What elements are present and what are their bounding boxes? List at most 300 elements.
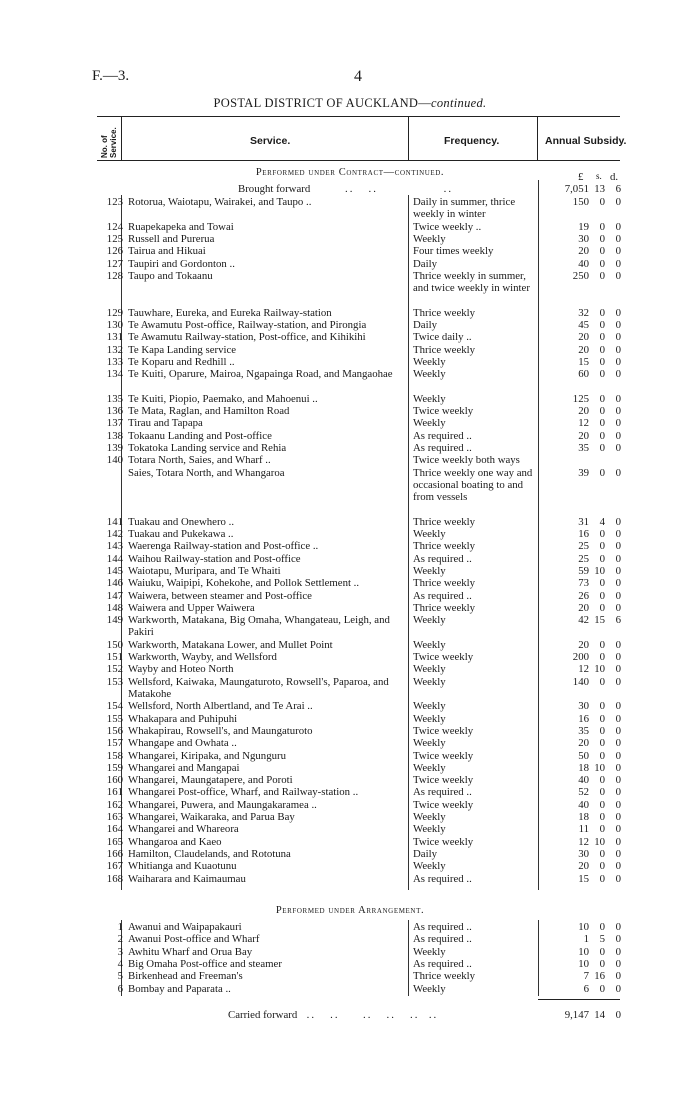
subsidy-shillings: 0 (599, 982, 605, 995)
service-number: 144 (106, 552, 123, 565)
service-number: 139 (106, 442, 123, 454)
subsidy-shillings: 0 (599, 921, 605, 933)
service-route: Warkworth, Wayby, and Wellsford (128, 651, 277, 664)
subsidy-pounds: 12 (578, 663, 589, 676)
table-row (97, 553, 622, 565)
service-number: 2 (117, 933, 123, 946)
subsidy-pence: 0 (615, 982, 621, 995)
service-route: Whitianga and Kuaotunu (128, 860, 237, 873)
subsidy-pounds: 6 (583, 982, 589, 995)
service-number: 150 (106, 638, 123, 651)
subsidy-shillings: 0 (599, 220, 605, 233)
subsidy-pounds: 35 (578, 724, 589, 737)
service-route: Wellsford, Kaiwaka, Maungaturoto, Rowsell's, Paparoa, and Matakohe (128, 675, 389, 700)
subsidy-pence: 0 (615, 343, 621, 356)
subsidy-pounds: 16 (578, 528, 589, 541)
subsidy-shillings: 0 (599, 957, 605, 970)
service-frequency: Twice weekly (413, 651, 474, 664)
service-route: Whakapara and Puhipuhi (128, 712, 238, 725)
service-route: Hamilton, Claudelands, and Rototuna (128, 847, 291, 860)
service-frequency: As required .. (413, 957, 472, 970)
subsidy-shillings: 0 (599, 355, 605, 368)
subsidy-pence: 0 (615, 232, 621, 245)
subsidy-pence: 0 (615, 872, 621, 885)
subsidy-pounds: 26 (578, 589, 589, 602)
subsidy-pence: 0 (615, 761, 621, 774)
service-frequency: Weekly (413, 982, 446, 995)
page-reference: F.—3. (92, 68, 130, 84)
service-frequency: Thrice weekly (413, 306, 476, 319)
subsidy-pence: 0 (615, 392, 621, 405)
service-number: 160 (106, 774, 123, 787)
subsidy-pounds: 150 (572, 196, 589, 208)
service-number: 131 (106, 331, 123, 344)
service-number: 166 (106, 847, 123, 860)
subsidy-pence: 0 (615, 589, 621, 602)
table-row (97, 393, 622, 405)
table-row (97, 676, 622, 701)
subsidy-shillings: 0 (599, 724, 605, 737)
subsidy-shillings: 0 (599, 860, 605, 873)
service-frequency: As required .. (413, 429, 472, 442)
service-frequency: As required .. (413, 786, 472, 799)
service-frequency: Thrice weekly (413, 601, 476, 614)
table-row (97, 873, 622, 885)
service-frequency: Weekly (413, 392, 446, 405)
subsidy-pounds: 20 (578, 429, 589, 442)
subsidy-pence: 0 (615, 552, 621, 565)
subsidy-shillings: 16 (594, 970, 605, 983)
subsidy-pence: 6 (615, 614, 621, 627)
subsidy-pounds: 60 (578, 368, 589, 381)
service-frequency: Weekly (413, 663, 446, 676)
subsidy-shillings: 0 (599, 700, 605, 713)
service-frequency: Thrice weekly one way and occasional boating to and from vessels (413, 466, 533, 504)
table-row (97, 737, 622, 749)
subsidy-shillings: 0 (599, 196, 605, 208)
subsidy-pence: 0 (615, 306, 621, 319)
subsidy-pence: 0 (615, 945, 621, 958)
subsidy-pounds: 25 (578, 540, 589, 553)
service-number: 163 (106, 811, 123, 823)
subsidy-shillings: 0 (599, 638, 605, 651)
service-route: Tirau and Tapapa (128, 417, 203, 430)
service-number: 168 (106, 872, 123, 885)
service-frequency: Twice weekly .. (413, 220, 482, 233)
subsidy-shillings: 0 (599, 466, 605, 479)
service-frequency: As required .. (413, 589, 472, 602)
subsidy-pence: 0 (615, 651, 621, 664)
service-route: Te Kapa Landing service (128, 343, 237, 356)
table-row (97, 651, 622, 663)
subsidy-pence: 0 (615, 515, 621, 528)
table-row (97, 823, 622, 835)
service-number: 157 (106, 737, 123, 750)
subsidy-shillings: 0 (599, 675, 605, 688)
service-number: 155 (106, 712, 123, 725)
subsidy-pounds: 15 (578, 355, 589, 368)
table-row (97, 405, 622, 417)
subsidy-shillings: 0 (599, 331, 605, 344)
subsidy-pence: 0 (615, 712, 621, 725)
subsidy-pence: 0 (615, 417, 621, 430)
subsidy-pounds: 59 (578, 565, 589, 577)
table-row (97, 762, 622, 774)
subsidy-pounds: 11 (578, 823, 589, 836)
subsidy-pence: 0 (615, 577, 621, 590)
table-row (97, 970, 622, 982)
table-row (97, 725, 622, 737)
subsidy-pence: 0 (615, 786, 621, 799)
subsidy-pence: 0 (615, 860, 621, 873)
subsidy-pounds: 20 (578, 601, 589, 614)
service-route: Waerenga Railway-station and Post-office .. (128, 540, 319, 553)
subsidy-shillings: 0 (599, 319, 605, 331)
column-header-service: Service. (250, 135, 291, 147)
table-row (97, 921, 622, 933)
subsidy-pence: 0 (615, 811, 621, 823)
table-row (97, 958, 622, 970)
table-row (97, 356, 622, 368)
subsidy-pounds: 20 (578, 245, 589, 258)
carried-forward-shillings: 14 (594, 1009, 605, 1021)
subsidy-pounds: 10 (578, 921, 589, 933)
subsidy-pence: 0 (615, 355, 621, 368)
service-frequency: As required .. (413, 442, 472, 454)
service-number: 6 (117, 982, 123, 995)
service-number: 159 (106, 761, 123, 774)
table-row (97, 811, 622, 823)
service-frequency: Weekly (413, 368, 446, 381)
table-row (97, 233, 622, 245)
table-row (97, 663, 622, 675)
subsidy-pence: 0 (615, 540, 621, 553)
subsidy-pounds: 250 (572, 269, 589, 282)
service-frequency: Weekly (413, 528, 446, 541)
service-number: 153 (106, 675, 123, 688)
table-row (97, 442, 622, 454)
service-number: 154 (106, 700, 123, 713)
subsidy-pounds: 73 (578, 577, 589, 590)
service-frequency: Weekly (413, 860, 446, 873)
service-number: 123 (106, 196, 123, 208)
service-frequency: Twice weekly (413, 798, 474, 811)
subsidy-pence: 0 (615, 466, 621, 479)
subsidy-shillings: 0 (599, 429, 605, 442)
subsidy-shillings: 0 (599, 232, 605, 245)
service-route: Whangarei, Waikaraka, and Parua Bay (128, 811, 295, 823)
table-row (97, 700, 622, 712)
table-row (97, 933, 622, 945)
service-route: Awanui and Waipapakauri (128, 921, 242, 933)
service-number: 127 (106, 257, 123, 270)
subsidy-pence: 0 (615, 528, 621, 541)
subsidy-pounds: 20 (578, 331, 589, 344)
subsidy-pence: 0 (615, 970, 621, 983)
subsidy-pence: 0 (615, 638, 621, 651)
table-row (97, 540, 622, 552)
table-row (97, 307, 622, 319)
header-divider (121, 116, 122, 160)
subsidy-pounds: 30 (578, 847, 589, 860)
service-number: 133 (106, 355, 123, 368)
service-route: Saies, Totara North, and Whangaroa (128, 466, 285, 479)
subsidy-shillings: 0 (599, 368, 605, 381)
service-frequency: Weekly (413, 811, 446, 823)
subsidy-pounds: 140 (572, 675, 589, 688)
brought-forward-pence: 6 (615, 183, 621, 195)
service-route: Tokatoka Landing service and Rehia (128, 442, 287, 454)
service-frequency: Twice weekly (413, 749, 474, 762)
service-route: Warkworth, Matakana Lower, and Mullet Point (128, 638, 333, 651)
service-frequency: Thrice weekly in summer, and twice weekly in winter (413, 269, 530, 295)
service-frequency: Twice daily .. (413, 331, 472, 344)
subsidy-shillings: 0 (599, 823, 605, 836)
service-number: 5 (117, 970, 123, 983)
subsidy-pence: 0 (615, 933, 621, 946)
page-title (0, 96, 700, 111)
table-row (97, 836, 622, 848)
service-number: 142 (106, 528, 123, 541)
subsidy-shillings: 0 (599, 774, 605, 787)
table-row (97, 983, 622, 995)
service-number: 140 (106, 454, 123, 467)
subsidy-pence: 0 (615, 331, 621, 344)
service-number: 125 (106, 232, 123, 245)
service-frequency: Weekly (413, 417, 446, 430)
subsidy-pounds: 12 (578, 835, 589, 848)
subsidy-shillings: 0 (599, 945, 605, 958)
table-row (97, 848, 622, 860)
subsidy-pounds: 35 (578, 442, 589, 454)
subsidy-shillings: 10 (594, 835, 605, 848)
service-number: 137 (106, 417, 123, 430)
subsidy-pence: 0 (615, 245, 621, 258)
table-row (97, 528, 622, 540)
subsidy-shillings: 0 (599, 798, 605, 811)
service-route: Bombay and Paparata .. (128, 982, 231, 995)
subsidy-shillings: 0 (599, 651, 605, 664)
header-divider (408, 116, 409, 160)
subsidy-pence: 0 (615, 823, 621, 836)
subsidy-pence: 0 (615, 663, 621, 676)
subsidy-shillings: 0 (599, 589, 605, 602)
service-number: 128 (106, 269, 123, 282)
service-number: 1 (117, 921, 123, 933)
subsidy-shillings: 0 (599, 786, 605, 799)
header-top-rule (97, 116, 620, 117)
service-number: 146 (106, 577, 123, 590)
service-number: 158 (106, 749, 123, 762)
brought-forward-pounds: 7,051 (564, 183, 589, 195)
subsidy-shillings: 4 (599, 515, 605, 528)
pound-head: £ (578, 171, 584, 183)
subsidy-shillings: 15 (594, 614, 605, 627)
subsidy-pounds: 20 (578, 638, 589, 651)
service-route: Russell and Purerua (128, 232, 215, 245)
service-route: Warkworth, Matakana, Big Omaha, Whangateau, Leigh, and Pakiri (128, 614, 390, 639)
subsidy-pounds: 18 (578, 811, 589, 823)
subsidy-pounds: 10 (578, 957, 589, 970)
service-number: 129 (106, 306, 123, 319)
subsidy-shillings: 0 (599, 737, 605, 750)
table-row (97, 258, 622, 270)
table-row (97, 614, 622, 639)
service-route: Waiharara and Kaimaumau (128, 872, 246, 885)
subsidy-pounds: 20 (578, 343, 589, 356)
subsidy-pence: 0 (615, 429, 621, 442)
subsidy-pounds: 20 (578, 405, 589, 418)
service-number: 165 (106, 835, 123, 848)
service-frequency: Thrice weekly (413, 343, 476, 356)
service-frequency: Twice weekly (413, 774, 474, 787)
subsidy-pounds: 31 (578, 515, 589, 528)
service-number: 4 (117, 957, 123, 970)
carried-forward-pence: 0 (615, 1009, 621, 1021)
subsidy-pounds: 20 (578, 737, 589, 750)
service-route: Te Kuiti, Oparure, Mairoa, Ngapainga Road, and Mangaohae (128, 368, 393, 381)
subsidy-pounds: 39 (578, 466, 589, 479)
service-frequency: As required .. (413, 552, 472, 565)
title-main: POSTAL DISTRICT OF AUCKLAND— (213, 96, 432, 110)
subsidy-pence: 0 (615, 405, 621, 418)
service-frequency: Four times weekly (413, 245, 494, 258)
service-frequency: Weekly (413, 737, 446, 750)
service-frequency: Weekly (413, 565, 446, 577)
subsidy-pounds: 32 (578, 306, 589, 319)
service-route: Whakapirau, Rowsell's, and Maungaturoto (128, 724, 313, 737)
service-route: Whangarei and Mangapai (128, 761, 240, 774)
service-frequency: Thrice weekly (413, 970, 476, 983)
service-route: Waiuku, Waipipi, Kohekohe, and Pollok Settlement .. (128, 577, 360, 590)
service-number: 156 (106, 724, 123, 737)
service-number: 147 (106, 589, 123, 602)
subsidy-pounds: 50 (578, 749, 589, 762)
service-frequency: Weekly (413, 700, 446, 713)
service-route: Birkenhead and Freeman's (128, 970, 243, 983)
service-route: Ruapekapeka and Towai (128, 220, 234, 233)
service-frequency: Daily (413, 847, 437, 860)
service-number: 162 (106, 798, 123, 811)
section-heading-contract: Performed under Contract—continued. (255, 167, 445, 178)
subsidy-pence: 0 (615, 319, 621, 331)
subsidy-shillings: 5 (599, 933, 605, 946)
brought-forward-label: Brought forward (238, 183, 311, 195)
service-number: 141 (106, 515, 123, 528)
table-row (97, 270, 622, 307)
carried-forward-leader: .. .. .. .. .. .. (297, 1009, 439, 1021)
service-frequency: Twice weekly (413, 405, 474, 418)
subsidy-pounds: 45 (578, 319, 589, 331)
subsidy-shillings: 0 (599, 257, 605, 270)
service-route: Taupo and Tokaanu (128, 269, 213, 282)
subsidy-pence: 0 (615, 368, 621, 381)
service-number: 145 (106, 565, 123, 577)
subsidy-shillings: 0 (599, 269, 605, 282)
service-number: 135 (106, 392, 123, 405)
table-row (97, 577, 622, 589)
table-row (97, 344, 622, 356)
subsidy-pounds: 30 (578, 700, 589, 713)
subsidy-pounds: 52 (578, 786, 589, 799)
subsidy-pounds: 7 (583, 970, 589, 983)
service-route: Big Omaha Post-office and steamer (128, 957, 282, 970)
service-route: Te Awamutu Post-office, Railway-station, and Pirongia (128, 319, 367, 331)
service-route: Rotorua, Waiotapu, Wairakei, and Taupo .. (128, 196, 312, 208)
subsidy-pounds: 15 (578, 872, 589, 885)
subsidy-shillings: 0 (599, 405, 605, 418)
header-bottom-rule (97, 160, 620, 161)
service-frequency: Weekly (413, 638, 446, 651)
service-route: Awanui Post-office and Wharf (128, 933, 260, 946)
section-heading-arrangement: Performed under Arrangement. (275, 905, 425, 916)
service-route: Te Koparu and Redhill .. (128, 355, 235, 368)
subsidy-shillings: 10 (594, 761, 605, 774)
service-number: 124 (106, 220, 123, 233)
table-row (97, 430, 622, 442)
table-row (97, 196, 622, 221)
service-route: Whangaroa and Kaeo (128, 835, 222, 848)
subsidy-shillings: 0 (599, 847, 605, 860)
table-row (97, 590, 622, 602)
subsidy-pence: 0 (615, 220, 621, 233)
service-route: Te Mata, Raglan, and Hamilton Road (128, 405, 290, 418)
subsidy-shillings: 0 (599, 749, 605, 762)
table-row (97, 454, 622, 466)
column-header-no: No. of Service. (100, 127, 118, 158)
service-route: Taupiri and Gordonton .. (128, 257, 235, 270)
table-row (97, 565, 622, 577)
table-row (97, 221, 622, 233)
subsidy-shillings: 0 (599, 392, 605, 405)
table-row (97, 331, 622, 343)
subsidy-pounds: 25 (578, 552, 589, 565)
subsidy-pounds: 18 (578, 761, 589, 774)
service-route: Tairua and Hikuai (128, 245, 206, 258)
service-frequency: Weekly (413, 614, 446, 627)
service-frequency: Thrice weekly (413, 515, 476, 528)
subsidy-pounds: 16 (578, 712, 589, 725)
subsidy-shillings: 0 (599, 442, 605, 454)
service-route: Wayby and Hoteo North (128, 663, 234, 676)
subsidy-pence: 0 (615, 601, 621, 614)
column-header-frequency: Frequency. (444, 135, 500, 147)
service-frequency: Daily (413, 319, 437, 331)
subsidy-shillings: 10 (594, 565, 605, 577)
service-route: Te Awamutu Railway-station, Post-office, and Kihikihi (128, 331, 366, 344)
subsidy-pounds: 125 (572, 392, 589, 405)
table-row (97, 774, 622, 786)
subsidy-pence: 0 (615, 774, 621, 787)
subsidy-pounds: 10 (578, 945, 589, 958)
table-row (97, 516, 622, 528)
service-frequency: Weekly (413, 823, 446, 836)
table-row (97, 946, 622, 958)
service-number: 148 (106, 601, 123, 614)
service-number: 164 (106, 823, 123, 836)
total-rule (538, 999, 620, 1000)
subsidy-pounds: 200 (572, 651, 589, 664)
service-frequency: Twice weekly (413, 724, 474, 737)
subsidy-pence: 0 (615, 957, 621, 970)
subsidy-shillings: 0 (599, 601, 605, 614)
table-row (97, 750, 622, 762)
subsidy-shillings: 0 (599, 528, 605, 541)
table-row (97, 713, 622, 725)
table-row (97, 799, 622, 811)
service-frequency: Weekly (413, 675, 446, 688)
subsidy-pence: 0 (615, 921, 621, 933)
